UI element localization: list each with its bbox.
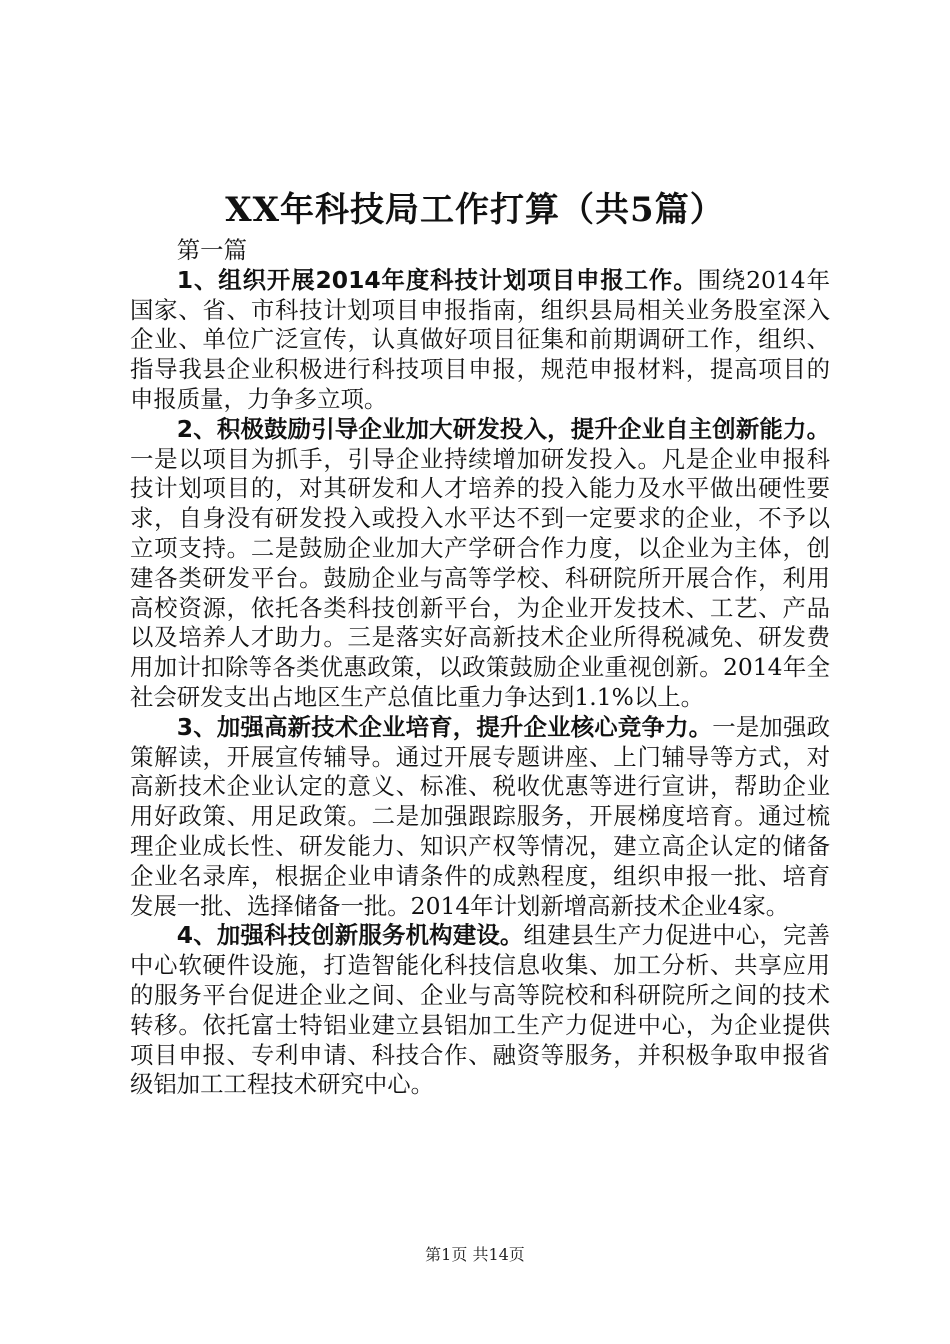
paragraph-lead: 4、加强科技创新服务机构建设。	[176, 921, 524, 950]
paragraph-lead: 3、加强高新技术企业培育，提升企业核心竞争力。	[176, 712, 713, 741]
paragraph-body: 一是以项目为抓手，引导企业持续增加研发投入。凡是企业申报科技计划项目的，对其研发和人才培养的投入能力及水平做出硬性要求，自身没有研发投入或投入水平达不到一定要求的企业，不予以立项支持。二是鼓励企业加大产学研合作力度，以企业为主体，创建各类研发平台。鼓励企业与高等学校、科研院所开展合作，利用高校资源，依托各类科技创新平台，为企业开发技术、工艺、产品以及培养人才助力。三是落实好高新技术企业所得税减免、研发费用加计扣除等各类优惠政策，以政策鼓励企业重视创新。2014年全社会研发支出占地区生产总值比重力争达到1.1%以上。	[130, 444, 830, 711]
paragraph-body: 一是加强政策解读，开展宣传辅导。通过开展专题讲座、上门辅导等方式，对高新技术企业认定的意义、标准、税收优惠等进行宣讲，帮助企业用好政策、用足政策。二是加强跟踪服务，开展梯度培育。通过梳理企业成长性、研发能力、知识产权等情况，建立高企认定的储备企业名录库，根据企业申请条件的成熟程度，组织申报一批、培育发展一批、选择储备一批。2014年计划新增高新技术企业4家。	[130, 712, 830, 920]
page-number-footer: 第1页 共14页	[425, 1245, 525, 1264]
document-title: XX年科技局工作打算（共5篇）	[225, 190, 725, 230]
paragraph-body: 组建县生产力促进中心，完善中心软硬件设施，打造智能化科技信息收集、加工分析、共享应用的服务平台促进企业之间、企业与高等院校和科研院所之间的技术转移。依托富士特铝业建立县铝加工生产力促进中心，为企业提供项目申报、专利申请、科技合作、融资等服务，并积极争取申报省级铝加工工程技术研究中心。	[130, 921, 830, 1099]
paragraph-body: 围绕2014年国家、省、市科技计划项目申报指南，组织县局相关业务股室深入企业、单位广泛宣传，认真做好项目征集和前期调研工作，组织、指导我县企业积极进行科技项目申报，规范申报材料，提高项目的申报质量，力争多立项。	[130, 265, 830, 413]
section-heading: 第一篇	[176, 236, 247, 264]
paragraph-lead: 2、积极鼓励引导企业加大研发投入，提升企业自主创新能力。	[176, 414, 830, 443]
paragraph	[130, 921, 830, 1100]
paragraph	[130, 266, 830, 415]
paragraph	[130, 713, 830, 922]
paragraph-lead: 1、组织开展2014年度科技计划项目申报工作。	[176, 265, 698, 294]
paragraph	[130, 415, 830, 713]
document-body	[130, 236, 830, 1100]
